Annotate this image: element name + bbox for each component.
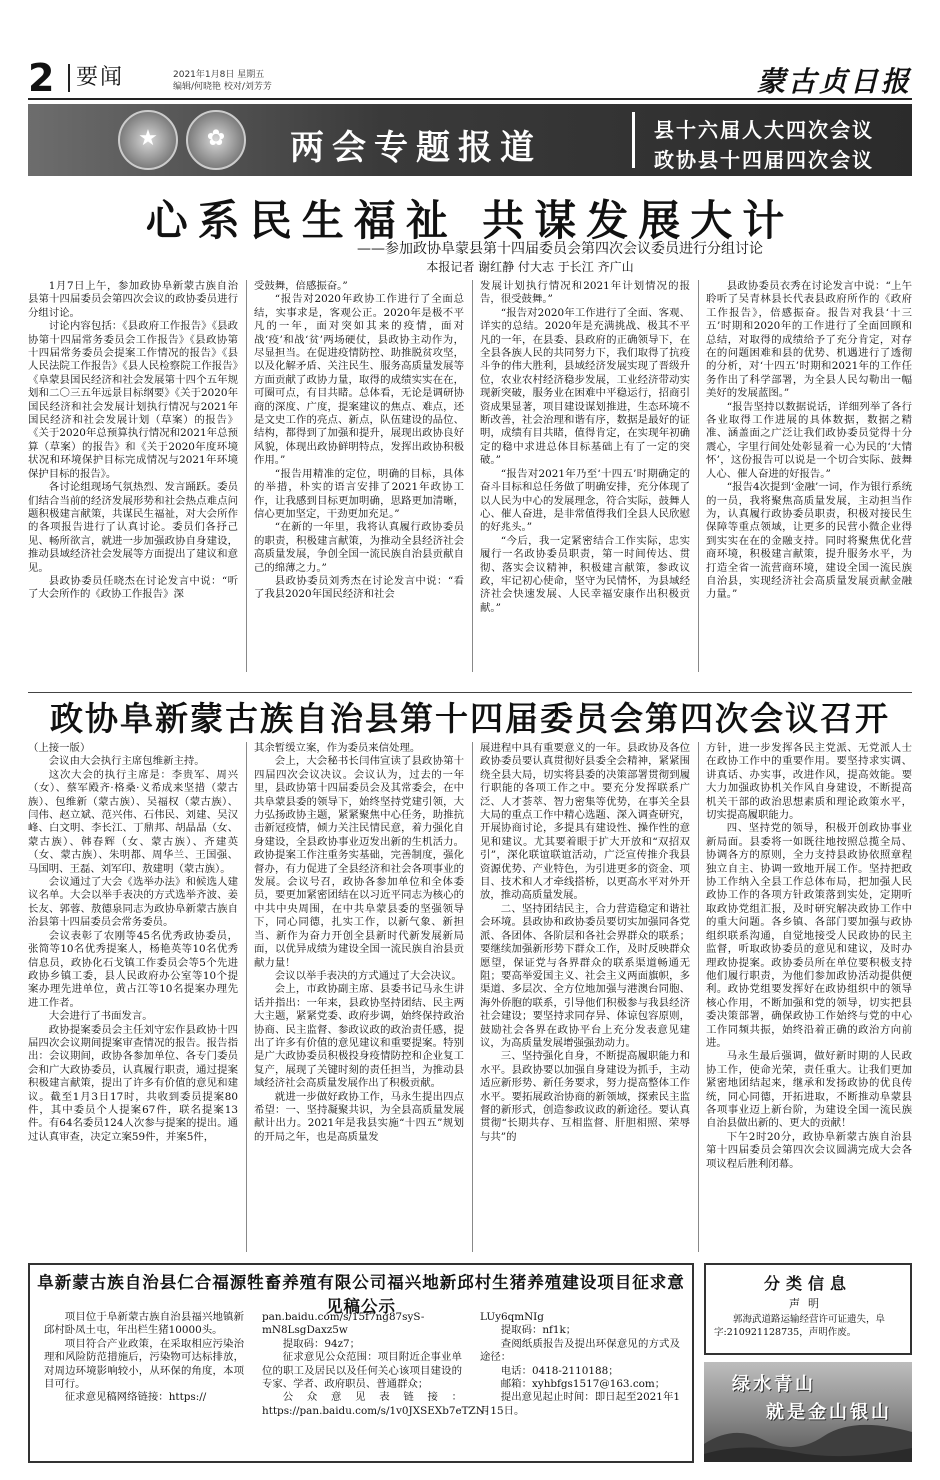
paragraph: （上接一版）	[28, 742, 91, 754]
classified-notice: 郭海武道路运输经营许可证遗失，阜字:210921128735，声明作废。	[714, 1314, 886, 1338]
paragraph: 其余暂缓立案，作为委员来信处理。	[254, 742, 421, 754]
paragraph: 邮箱：xyhbfgs1517@163.com；	[500, 1378, 666, 1391]
slogan-box	[704, 1362, 912, 1462]
paragraph: 四、坚持党的领导，积极开创政协事业新局面。县委将一如既往地按照总揽全局、协调各方的原则，全力支持县政协依照章程独立自主、协调一致地开展工作。坚持把政协工作纳入全县工作总体布局，把加强人民政协工作的各项方针政策落到实处，定期听取政协党组汇报，及时研究解决政协工作中的重大问题。各乡镇、各部门要加强与政协组织联系沟通，自觉地接受人民政协的民主监督，听取政协委员的意见和建议，及时办理政协提案。政协委员所在单位要积极支持他们履行职责，为他们参加政协活动提供便利。政协党组要发挥好在政协组织中的领导核心作用，不断加强和党的领导，切实把县委决策部署，确保政协工作始终与党的中心工作同频共振，始终沿着正确的政治方向前进。	[706, 822, 912, 1049]
special-report-banner	[28, 104, 912, 176]
article1-column-3	[480, 280, 690, 672]
classifieds-title: 分类信息	[763, 1274, 852, 1293]
paragraph: 提取码：nf1k；	[500, 1324, 577, 1337]
paragraph: 电话：0418-2110188；	[500, 1364, 619, 1377]
paragraph: 马永生最后强调，做好新时期的人民政协工作，使命光荣，责任重大。让我们更加紧密地团结起来，继承和发扬政协的优良传统，同心同德，开拓进取，不断推动阜蒙县各项事业迈上新台阶，为建设全国一流民族自治县做出新的、更大的贡献！	[706, 1050, 912, 1130]
paragraph: 1月7日上午，参加政协阜新蒙古族自治县第十四届委员会第四次会议的政协委员进行分组讨论。	[28, 280, 238, 319]
article1-column-4	[706, 280, 912, 672]
classifieds-subtitle: 声明	[789, 1297, 827, 1310]
section-name: 要闻	[68, 64, 124, 92]
paragraph: 政协提案委员会主任刘守宏作县政协十四届四次会议期间提案审查情况的报告。报告指出：会议期间，政协各参加单位、各专门委员会和广大政协委员，认真履行职责，通过提案积极建言献策，提出了许多有价值的意见和建议。截至1月3日17时，共收到委员提案80件，其中委员个人提案67件，联名提案13件。有64名委员124人次参与提案的提出。通过认真审查，决定立案59件，并案5件，	[28, 1023, 238, 1143]
paragraph: LUy6qmNIg	[480, 1311, 544, 1323]
cppcc-emblem-icon: ✿	[186, 110, 246, 170]
paragraph: 会议由大会执行主席包维新主持。	[48, 755, 205, 768]
paragraph: 受鼓舞，倍感振奋。”	[254, 280, 348, 292]
column-rule	[698, 280, 699, 672]
paragraph: 提取码：94z7；	[282, 1337, 361, 1350]
paragraph: 会议以举手表决的方式通过了大会决议。	[274, 969, 462, 982]
paragraph: 查阅纸质报告及提出环保意见的方式及途径：	[480, 1337, 680, 1364]
paragraph: 县政协委员任晓杰在讨论发言中说：“听了大会所作的《政协工作报告》深	[28, 574, 238, 601]
paragraph: 会议通过了大会《选举办法》和候选人建议名单。大会以举手表决的方式选举齐波、姜长友、郭蓉、敖德泉同志为政协阜新蒙古族自治县第十四届委员会常务委员。	[28, 876, 238, 929]
banner-divider	[632, 112, 635, 168]
paragraph: “报告4次提到‘金融’一词，作为银行系统的一员，我将聚焦高质量发展，主动担当作为，认真履行政协委员职责，积极对接民生保障等重点领域，让更多的民营小微企业得到实实在在的金融支持。同时将聚焦优化营商环境，积极建言献策，提升服务水平，为打造全省一流营商环境，建设全国一流民族自治县，实现经济社会高质量发展贡献金融力量。”	[706, 481, 912, 601]
paragraph: 会上，大会秘书长闫伟宣读了县政协第十四届四次会议决议。会议认为，过去的一年里，县政协第十四届委员会及其常委会，在中共阜蒙县委的领导下，始终坚持党建引领，大力弘扬政协主题，紧紧聚焦中心任务，助推抗击新冠疫情，倾力关注民情民意，着力强化自身建设，全县政协事业迈发出新的生机活力。政协提案工作注重务实基础，完善制度，强化督办，有力促进了全县经济和社会各项事业的发展。会议号召，政协各参加单位和全体委员，要更加紧密团结在以习近平同志为核心的中共中央周围，在中共阜蒙县委的坚强领导下，同心同德，扎实工作，以新气象、新担当、新作为奋力开创全县新时代新发展新局面，以优异成绩为建设全国一流民族自治县贡献力量！	[254, 755, 464, 969]
paragraph: 大会进行了书面发言。	[48, 1010, 153, 1023]
paragraph: 县政协委员衣秀在讨论发言中说：“上午聆听了吴青林县长代表县政府所作的《政府工作报告》，倍感振奋。报告对我县‘十三五’时期和2020年的工作进行了全面回顾和总结，对取得的成绩给予了充分肯定，对存在的问题困难和县的优势、机遇进行了透彻的分析，对‘十四五’时期和2021年的工作任务作出了科学部署，为全县人民勾勒出一幅美好的发展蓝图。”	[706, 280, 912, 400]
article1-headline: 心系民生福祉 共谋发展大计	[145, 196, 795, 245]
newspaper-logo: 蒙古贞日报	[756, 65, 912, 98]
paragraph: “今后，我一定紧密结合工作实际，忠实履行一名政协委员职责，第一时间传达、贯彻、落实会议精神，积极建言献策，参政议政，牢记初心使命，坚守为民情怀，为县域经济社会快速发展、人民幸福安康作出积极贡献。”	[480, 534, 690, 614]
masthead	[28, 58, 912, 100]
public-notice-column-3	[480, 1311, 680, 1457]
paragraph: 方针，进一步发挥各民主党派、无党派人士在政协工作中的重要作用。要坚持求实调、讲真话、办实事，改进作风，提高效能。要大力加强政协机关作风自身建设，不断提高机关干部的政治思想素质和理论政策水平，切实提高履职能力。	[706, 742, 912, 822]
editors-credit: 编辑/何晓艳 校对/刘芳芳	[173, 82, 272, 92]
issue-date: 2021年1月8日 星期五	[173, 70, 265, 80]
public-notice-title: 阜新蒙古族自治县仁合福源牲畜养殖有限公司福兴地新邱村生猪养殖建设项目征求意见稿公示	[37, 1273, 685, 1316]
banner-subtitle-congress: 县十六届人大四次会议	[654, 118, 874, 142]
article1-column-2	[254, 280, 464, 672]
column-rule	[246, 280, 247, 672]
page-number: 2	[28, 56, 55, 100]
article2-headline: 政协阜新蒙古族自治县第十四届委员会第四次会议召开	[28, 692, 912, 740]
slogan-line-1: 绿水青山	[732, 1374, 816, 1395]
paragraph: 公众意见表链接：https://pan.baidu.com/s/1v0JXSEXb7eTZN-	[262, 1391, 489, 1417]
article2-column-4	[706, 742, 912, 1252]
paragraph: 讨论内容包括：《县政府工作报告》《县政协第十四届常务委员会工作报告》《县政协第十四届常务委员会提案工作情况的报告》《县人民法院工作报告》《县人民检察院工作报告》《阜蒙县国民经济和社会发展第十四个五年规划和二〇三五年远景目标纲要》《关于2020年国民经济和社会发展计划执行情况与2021年国民经济和社会发展计划（草案）的报告》《关于2020年总预算执行情况和2021年总预算（草案）的报告》和《关于2020年度环境状况和环境保护目标完成情况与2021年环境保护目标的报告》。	[28, 320, 238, 480]
paragraph: 征求意见稿网络链接：https://	[64, 1391, 207, 1404]
slogan-line-2: 就是金山银山	[766, 1402, 892, 1423]
paragraph: 项目符合产业政策，在采取相应污染治理和风险防范措施后，污染物可达标排放，对周边环境影响较小，从环保的角度，本项目可行。	[44, 1337, 244, 1391]
public-notice-column-1	[44, 1311, 244, 1457]
paragraph: 就进一步做好政协工作，马永生提出四点希望：一、坚持凝聚共识，为全县高质量发展献计出力。2021年是我县实施“十四五”规划的开局之年，也是高质量发	[254, 1090, 464, 1143]
paragraph: “报告用精准的定位，明确的目标，具体的举措，朴实的语言安排了2021年政协工作，让我感到目标更加明确，思路更加清晰，信心更加坚定，干劲更加充足。”	[254, 467, 464, 520]
paragraph: 会上，市政协副主席、县委书记马永生讲话并指出：一年来，县政协坚持团结、民主两大主题，紧紧党委、政府步调，始终保持政治协商、民主监督、参政议政的政治责任感，提出了许多有价值的意见建议和重要提案。特别是广大政协委员积极投身疫情防控和企业复工复产，展现了关键时刻的责任担当，为推动县域经济社会高质量发展作出了积极贡献。	[254, 983, 464, 1090]
article2-column-2	[254, 742, 464, 1252]
paragraph: 项目位于阜新蒙古族自治县福兴地镇新邱村卧凤土屯，年出栏生猪10000头。	[44, 1311, 244, 1337]
national-emblem-icon: ★	[118, 110, 178, 170]
article1-subheadline: ——参加政协阜蒙县第十四届委员会第四次会议委员进行分组讨论	[357, 241, 763, 257]
paragraph: 各讨论组现场气氛热烈、发言踊跃。委员们结合当前的经济发展形势和社会热点难点问题积极建言献策，共谋民生福祉，对大会所作的各项报告进行了认真讨论。委员们各抒己见、畅所欲言，就进一步加强政协自身建设，推动县域经济社会发展等方面提出了建议和意见。	[28, 481, 238, 574]
column-rule	[246, 742, 247, 1252]
paragraph: 征求意见公众范围：项目附近企事业单位的职工及居民以及任何关心该项目建设的专家、学者、政府职员、普通群众；	[262, 1351, 462, 1391]
column-rule	[698, 742, 699, 1252]
public-notice-box	[28, 1263, 694, 1463]
paragraph: 这次大会的执行主席是：李贵军、周兴（女）、蔡军殿齐·格桑·义希成来坚措（蒙古族）、包维新（蒙古族）、吴福权（蒙古族）、闫伟、赵立斌、范兴伟、石伟民、刘建、吴汉峰、白文明、李长江、丁鼎邦、胡晶晶（女、蒙古族）、韩春辉（女、蒙古族）、齐建英（女、蒙古族）、朱明都、周华兰、王国强、马国明、王磊、刘军印、敖建明（蒙古族）。	[28, 768, 238, 875]
paragraph: “报告对2020年政协工作进行了全面总结，实事求是，客观公正。2020年是极不平凡的一年，面对突如其来的疫情，面对战‘疫’和战‘贫’两场硬仗，县政协主动作为，尽显担当。在促进疫情防控、助推脱贫攻坚，以及化解矛盾、关注民生、服务高质量发展等方面贡献了政协力量，取得的成绩实实在在，可圈可点，有目共睹。总体看，无论是调研协商的深度、广度，提案建议的焦点、难点，还是文史工作的亮点、新点，队伍建设的品位、结构，都得到了加强和提升，展现出政协良好风貌，体现出政协鲜明特点，发挥出政协积极作用。”	[254, 293, 464, 467]
paragraph: “报告对2020年工作进行了全面、客观、详实的总结。2020年是充满挑战、极其不平凡的一年，在县委、县政府的正确领导下，在全县各族人民的共同努力下，我们取得了抗疫斗争的伟大胜利，县域经济发展实现了晋级升位，农业农村经济稳步发展，工业经济带动实现新突破，服务业在困难中平稳运行，招商引资成果显著，项目建设谋划推进，生态环境不断改善，社会治理和谐有序，数据是最好的证明，成绩有目共睹，值得肯定，在实现年初确定的稳中求进总体目标基础上有了一定的突破。”	[480, 306, 690, 467]
paragraph: 提出意见起止时间：即日起至2021年1月15日。	[480, 1391, 680, 1417]
public-notice-column-2	[262, 1311, 489, 1457]
paragraph: 展进程中具有重要意义的一年。县政协及各位政协委员要认真贯彻好县委全会精神，紧紧围绕全县大局，切实将县委的决策部署贯彻到履行职能的各项工作之中。要充分发挥联系广泛、人才荟萃、智力密集等优势，在事关全县大局的重点工作中精心选题、深入调查研究，开展协商讨论，多提具有建设性、操作性的意见和建议。尤其要着眼于扩大开放和“双招双引”，深化联谊联谊活动，广泛宣传推介我县资源优势、产业特色，为引进更多的资金、项目、技术和人才牵线搭桥，以更高水平对外开放，推动高质量发展。	[480, 742, 690, 902]
classifieds-box	[704, 1263, 912, 1355]
article2-column-1	[28, 742, 238, 1252]
banner-title: 两会专题报道	[290, 128, 542, 168]
paragraph: 三、坚持强化自身，不断提高履职能力和水平。县政协要以加强自身建设为抓手，主动适应新形势、新任务要求，努力提高整体工作水平。要拓展政治协商的新领域，探索民主监督的新形式，创造参政议政的新途径。要认真贯彻“长期共存、互相监督、肝胆相照、荣辱与共”的	[480, 1050, 690, 1143]
article1-column-1	[28, 280, 238, 672]
article1-byline: 本报记者 谢红静 付大志 于长江 齐广山	[426, 260, 634, 274]
article2-column-3	[480, 742, 690, 1252]
paragraph: “报告对2021年乃至‘十四五’时期确定的奋斗目标和总任务做了明确安排，充分体现了以人民为中心的发展理念，符合实际，鼓舞人心、催人奋进，是非常值得我们全县人民欣慰的好兆头。”	[480, 467, 690, 534]
paragraph: “在新的一年里，我将认真履行政协委员的职责，积极建言献策，为推动全县经济社会高质量发展，争创全国一流民族自治县贡献自己的绵薄之力。”	[254, 521, 464, 574]
paragraph: 下午2时20分，政协阜新蒙古族自治县第十四届委员会第四次会议圆满完成大会各项议程后胜利闭幕。	[706, 1130, 912, 1170]
paragraph: 会议表彰了农刚等45名优秀政协委员，张简等10名优秀提案人，杨艳英等10名优秀信息员，政协化石戈镇工作委员会等5个先进政协乡镇工委，县人民政府办公室等10个提案办理先进单位，黄占江等10名提案办理先进工作者。	[28, 929, 238, 1009]
column-rule	[472, 280, 473, 672]
banner-subtitle-cppcc: 政协县十四届四次会议	[654, 148, 874, 172]
paragraph: pan.baidu.com/s/15f7ng87syS-mN8LsgDaxz5w	[262, 1311, 425, 1337]
column-rule	[472, 742, 473, 1252]
paragraph: “报告坚持以数据说话，详细列举了各行各业取得工作进展的具体数据，数据之精准、涵盖面之广泛让我们政协委员觉得十分震心，字里行间处处彰显着一心为民的‘大情怀’，这份报告可以说是一个切合实际、鼓舞人心、催人奋进的好报告。”	[706, 400, 912, 480]
paragraph: 县政协委员刘秀杰在讨论发言中说：“看了我县2020年国民经济和社会	[254, 574, 464, 601]
paragraph: 二、坚持团结民主，合力营造稳定和谐社会环境。县政协和政协委员要切实加强同各党派、各团体、各阶层和各社会界群众的联系；要继续加强新形势下群众工作，及时反映群众愿望，保证党与各界群众的联系渠道畅通无阻；要高举爱国主义、社会主义两面旗帜，多渠道、多层次、全方位地加强与港澳台同胞、海外侨胞的联系，引导他们积极参与我县经济社会建设；要坚持求同存异、体谅包容原则，鼓励社会各界在政协平台上充分发表意见建议，为高质量发展增强强劲动力。	[480, 902, 690, 1049]
paragraph: 发展计划执行情况和2021年计划情况的报告，很受鼓舞。”	[480, 280, 690, 306]
